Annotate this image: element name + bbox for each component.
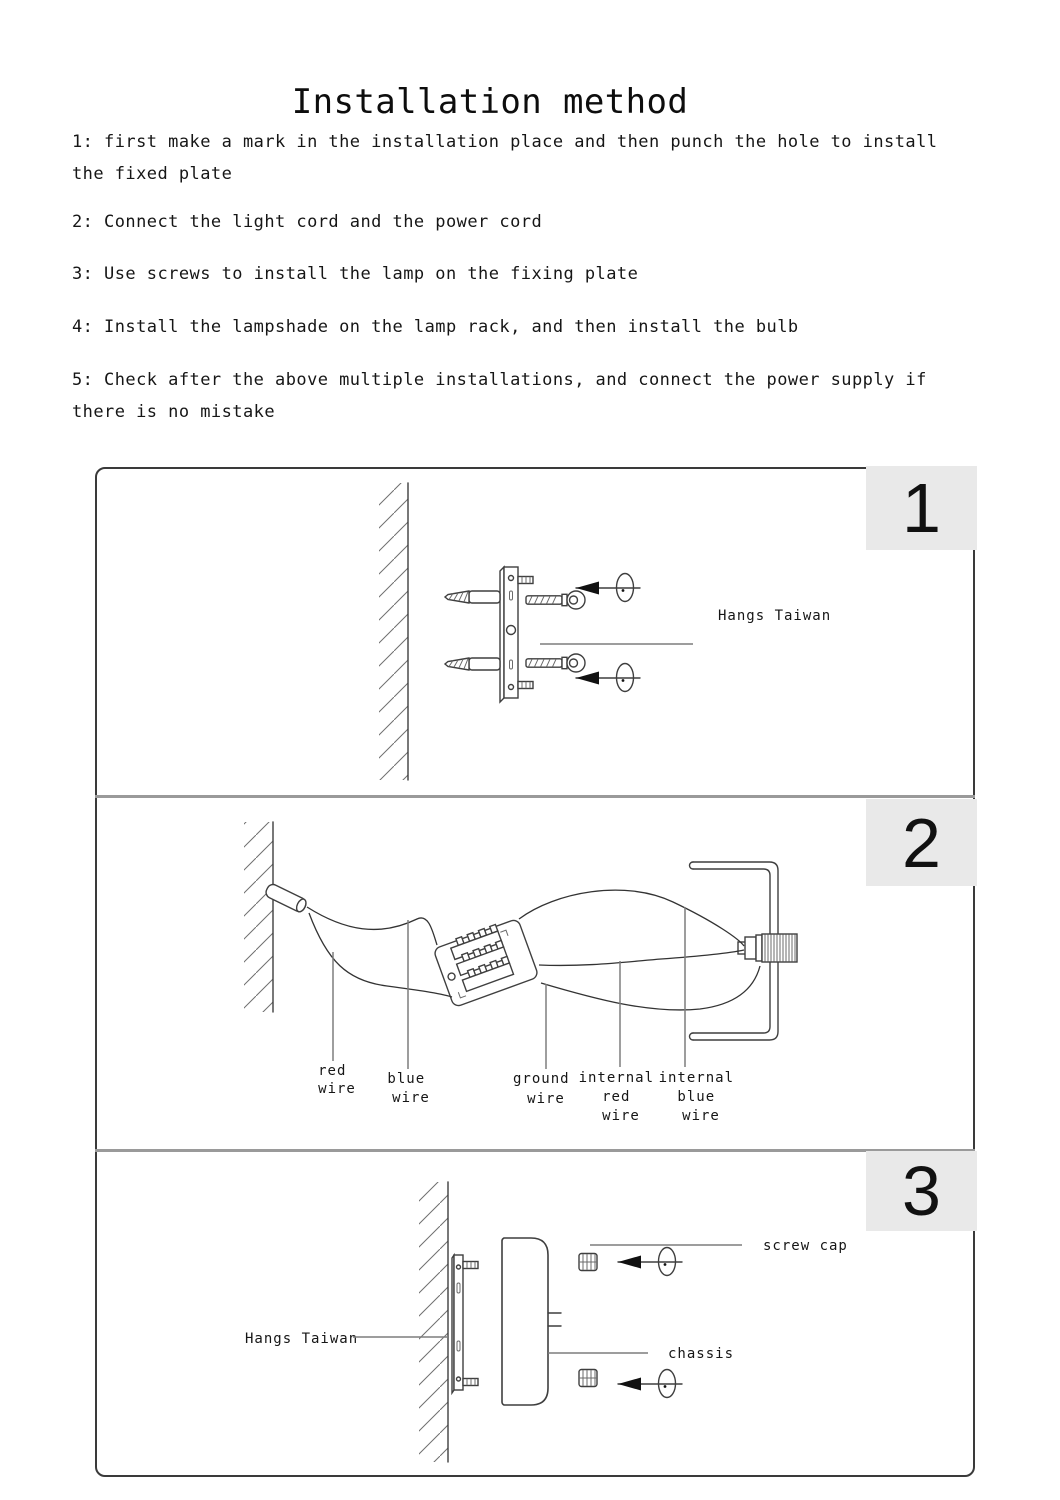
lamp-socket xyxy=(738,934,797,962)
wire-label-blue: blue wire xyxy=(387,1071,430,1106)
mounting-screw xyxy=(526,591,585,609)
plate-stud xyxy=(463,1379,478,1386)
screw-cap xyxy=(579,1370,597,1387)
step-line: 2: Connect the light cord and the power cord xyxy=(72,212,543,232)
wire-label-red: red wire xyxy=(318,1063,356,1097)
rotation-arrow-icon xyxy=(576,664,640,692)
instruction-step xyxy=(72,126,972,190)
screw-cap-label: screw cap xyxy=(763,1238,848,1254)
plate-label: Hangs Taiwan xyxy=(245,1331,359,1347)
wires xyxy=(307,890,760,1010)
chassis xyxy=(502,1238,548,1405)
mounting-plate xyxy=(452,1255,463,1393)
internal-blue-wire xyxy=(519,890,744,946)
diagram-step-1 xyxy=(379,483,831,780)
plate-label: Hangs Taiwan xyxy=(718,608,832,624)
mounting-screw xyxy=(526,654,585,672)
step-line: 3: Use screws to install the lamp on the fixing plate xyxy=(72,264,639,284)
wall-anchor xyxy=(445,591,500,603)
diagram-step-2 xyxy=(244,822,797,1124)
wire-label-ground: ground wire xyxy=(512,1071,570,1107)
wall xyxy=(244,822,273,1012)
installation-diagrams xyxy=(95,467,975,1477)
rotation-arrow-icon xyxy=(618,1248,682,1276)
terminal-block xyxy=(432,917,538,1008)
step-line: there is no mistake xyxy=(72,402,276,422)
chassis-notch xyxy=(548,1313,561,1326)
wire-label-internal-red: internal red wire xyxy=(578,1070,654,1124)
instruction-step xyxy=(72,364,972,428)
ground-wire xyxy=(541,966,760,1010)
step-number: 1 xyxy=(902,469,941,547)
rotation-arrow-icon xyxy=(618,1370,682,1398)
step-number: 2 xyxy=(902,803,941,882)
internal-red-wire xyxy=(539,950,744,965)
wall xyxy=(419,1182,448,1462)
instruction-step xyxy=(72,311,972,343)
instruction-step xyxy=(72,258,972,290)
step-line: 4: Install the lampshade on the lamp rack, and then install the bulb xyxy=(72,317,799,337)
wall-anchor xyxy=(445,658,500,670)
plate-stud xyxy=(518,577,533,584)
mounting-plate xyxy=(500,567,518,702)
wire-label-internal-blue: internal blue wire xyxy=(658,1070,734,1124)
plate-stud xyxy=(463,1262,478,1269)
instruction-step xyxy=(72,206,972,238)
rotation-arrow-icon xyxy=(576,574,640,602)
screw-cap xyxy=(579,1254,597,1271)
step-line: 1: first make a mark in the installation place and then punch the hole to install xyxy=(72,132,938,152)
step-number: 3 xyxy=(902,1152,941,1230)
diagram-step-3 xyxy=(245,1182,848,1462)
chassis-label: chassis xyxy=(668,1346,735,1362)
wall xyxy=(379,483,408,780)
step-line: the fixed plate xyxy=(72,164,233,184)
step-line: 5: Check after the above multiple installations, and connect the power supply if xyxy=(72,370,927,390)
plate-stud xyxy=(518,682,533,689)
red-wire xyxy=(307,907,437,945)
page-title: Installation method xyxy=(291,81,689,122)
